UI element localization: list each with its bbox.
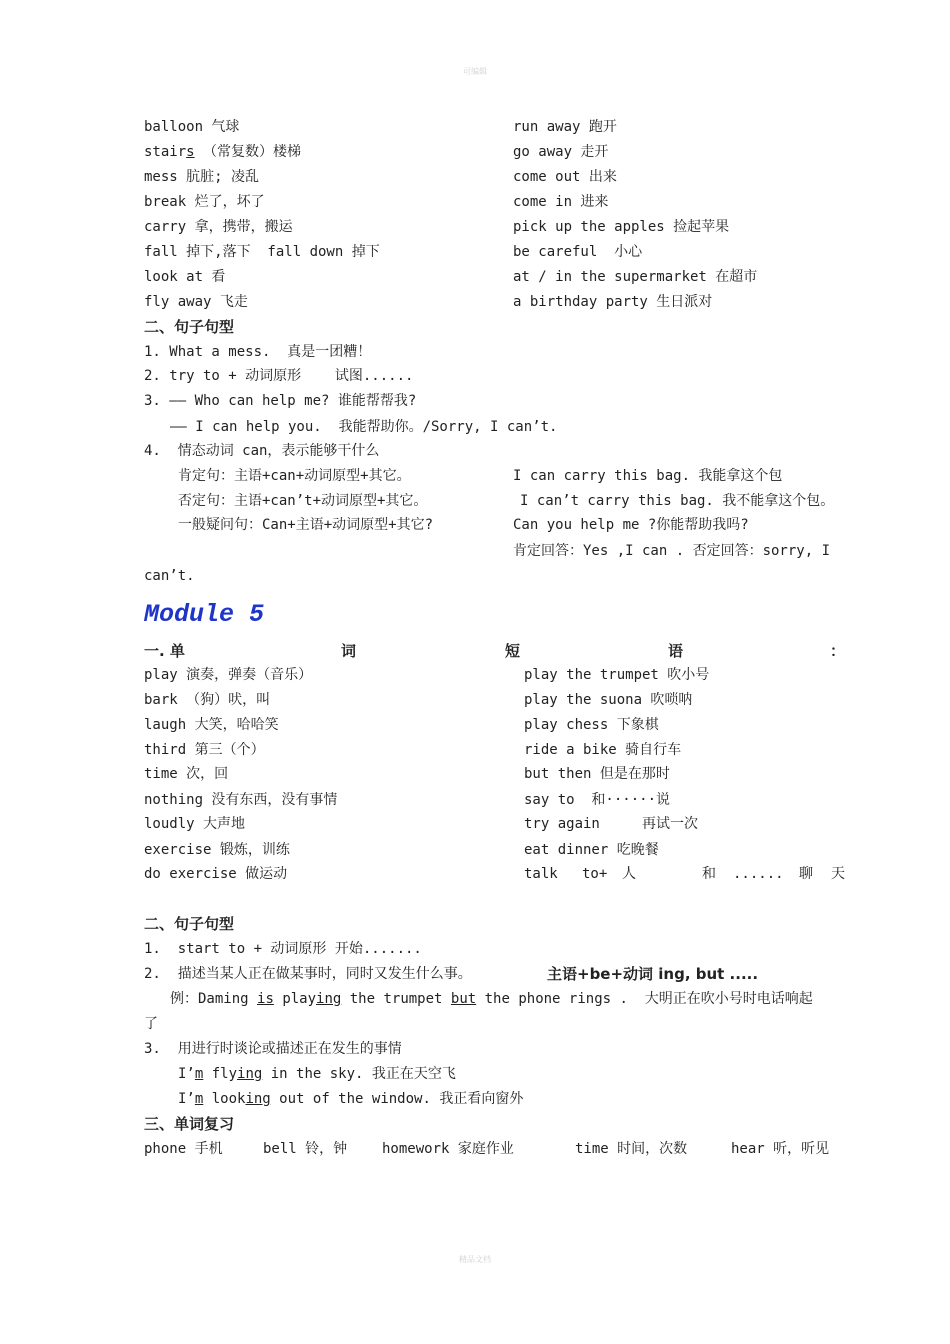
watermark-top: 可编辑 <box>463 67 487 76</box>
sentence-item: 1. start to + 动词原形 开始....... <box>144 941 422 957</box>
vocab-item: at / in the supermarket 在超市 <box>513 269 758 285</box>
sentence-item: 1. What a mess. 真是一团糟！ <box>144 344 372 360</box>
vocab-item: do exercise 做运动 <box>144 866 288 882</box>
vocab-item: ride a bike 骑自行车 <box>524 742 682 758</box>
m5-heading-part: 一. 单 <box>144 642 185 660</box>
sentence-item: 3. —— Who can help me? 谁能帮帮我? <box>144 393 417 409</box>
word-part: talk <box>524 866 558 882</box>
vocab-item: try again 再试一次 <box>524 816 699 832</box>
section-heading: 二、句子句型 <box>144 915 235 933</box>
answer-text: 肯定回答：Yes ,I can . 否定回答：sorry, I <box>513 543 831 559</box>
grammar-label: 肯定句：主语+can+动词原型+其它。 <box>178 468 411 484</box>
word-part: 和 <box>702 866 716 882</box>
vocab-item: go away 走开 <box>513 144 609 160</box>
vocab-item: come out 出来 <box>513 169 617 185</box>
vocab-item: a birthday party 生日派对 <box>513 294 713 310</box>
vocab-item: play the suona 吹唢呐 <box>524 692 693 708</box>
example-sentence: 例：Daming is playing the trumpet but the phone rings . 大明正在吹小号时电话响起 <box>170 991 813 1007</box>
vocab-item: break 烂了，坏了 <box>144 194 265 210</box>
example-sentence: I’m looking out of the window. 我正看向窗外 <box>178 1091 524 1107</box>
example-continued: 了 <box>144 1016 158 1032</box>
vocab-item: loudly 大声地 <box>144 816 246 832</box>
vocab-item: laugh 大笑，哈哈笑 <box>144 717 279 733</box>
vocab-item: be careful 小心 <box>513 244 643 260</box>
watermark-bottom: 精品文档 <box>459 1255 491 1264</box>
grammar-example: I can carry this bag. 我能拿这个包 <box>513 468 783 484</box>
vocab-item: nothing 没有东西，没有事情 <box>144 792 338 808</box>
module-title: Module 5 <box>144 600 265 629</box>
word-part: ...... <box>733 866 784 882</box>
answer-continued: can’t. <box>144 568 195 584</box>
vocab-item: play 演奏，弹奏（音乐） <box>144 667 313 683</box>
vocab-item: carry 拿，携带，搬运 <box>144 219 293 235</box>
word-part: 聊 <box>799 866 813 882</box>
vocab-item: say to 和······说 <box>524 792 671 808</box>
vocab-item: come in 进来 <box>513 194 609 210</box>
word-part: 天 <box>831 866 845 882</box>
vocab-item: look at 看 <box>144 269 226 285</box>
vocab-item: stairs （常复数）楼梯 <box>144 144 302 160</box>
vocab-item: time 次，回 <box>144 766 229 782</box>
vocab-item: but then 但是在那时 <box>524 766 670 782</box>
vocab-item: play the trumpet 吹小号 <box>524 667 710 683</box>
vocab-item: third 第三（个） <box>144 742 265 758</box>
vocab-item: mess 肮脏; 凌乱 <box>144 169 260 185</box>
vocab-item: bark （狗）吠，叫 <box>144 692 271 708</box>
vocab-item: run away 跑开 <box>513 119 617 135</box>
m5-heading-part: 短 <box>505 642 521 660</box>
review-item: time 时间，次数 <box>575 1141 688 1157</box>
grammar-label: 一般疑问句：Can+主语+动词原型+其它? <box>178 517 434 533</box>
review-item: phone 手机 <box>144 1141 223 1157</box>
vocab-item: balloon 气球 <box>144 119 240 135</box>
vocab-item: eat dinner 吃晚餐 <box>524 842 659 858</box>
grammar-pattern: 主语+be+动词 ing, but ..... <box>547 965 759 983</box>
sentence-item: 2. 描述当某人正在做某事时，同时又发生什么事。 <box>144 966 472 982</box>
section-heading: 三、单词复习 <box>144 1115 235 1133</box>
word-part: 人 <box>622 866 636 882</box>
grammar-example: I can’t carry this bag. 我不能拿这个包。 <box>520 493 835 509</box>
m5-heading-part: 词 <box>341 642 357 660</box>
grammar-example: Can you help me ?你能帮助我吗? <box>513 517 749 533</box>
section-heading: 二、句子句型 <box>144 318 235 336</box>
review-item: bell 铃，钟 <box>263 1141 348 1157</box>
sentence-item: 4. 情态动词 can，表示能够干什么 <box>144 443 380 459</box>
sentence-item: 2. try to + 动词原形 试图...... <box>144 368 414 384</box>
vocab-item: pick up the apples 捡起苹果 <box>513 219 730 235</box>
vocab-item: play chess 下象棋 <box>524 717 659 733</box>
vocab-item: exercise 锻炼，训练 <box>144 842 290 858</box>
grammar-label: 否定句：主语+can’t+动词原型+其它。 <box>178 493 428 509</box>
review-item: hear 听，听见 <box>731 1141 830 1157</box>
example-sentence: I’m flying in the sky. 我正在天空飞 <box>178 1066 456 1082</box>
word-part: to+ <box>582 866 608 882</box>
m5-heading-part: ： <box>830 642 846 660</box>
review-item: homework 家庭作业 <box>382 1141 514 1157</box>
m5-heading-part: 语 <box>668 642 684 660</box>
vocab-item: fall 掉下,落下 fall down 掉下 <box>144 244 380 260</box>
sentence-item: —— I can help you. 我能帮助你。/Sorry, I can’t. <box>170 419 558 435</box>
vocab-item: fly away 飞走 <box>144 294 248 310</box>
sentence-item: 3. 用进行时谈论或描述正在发生的事情 <box>144 1041 402 1057</box>
